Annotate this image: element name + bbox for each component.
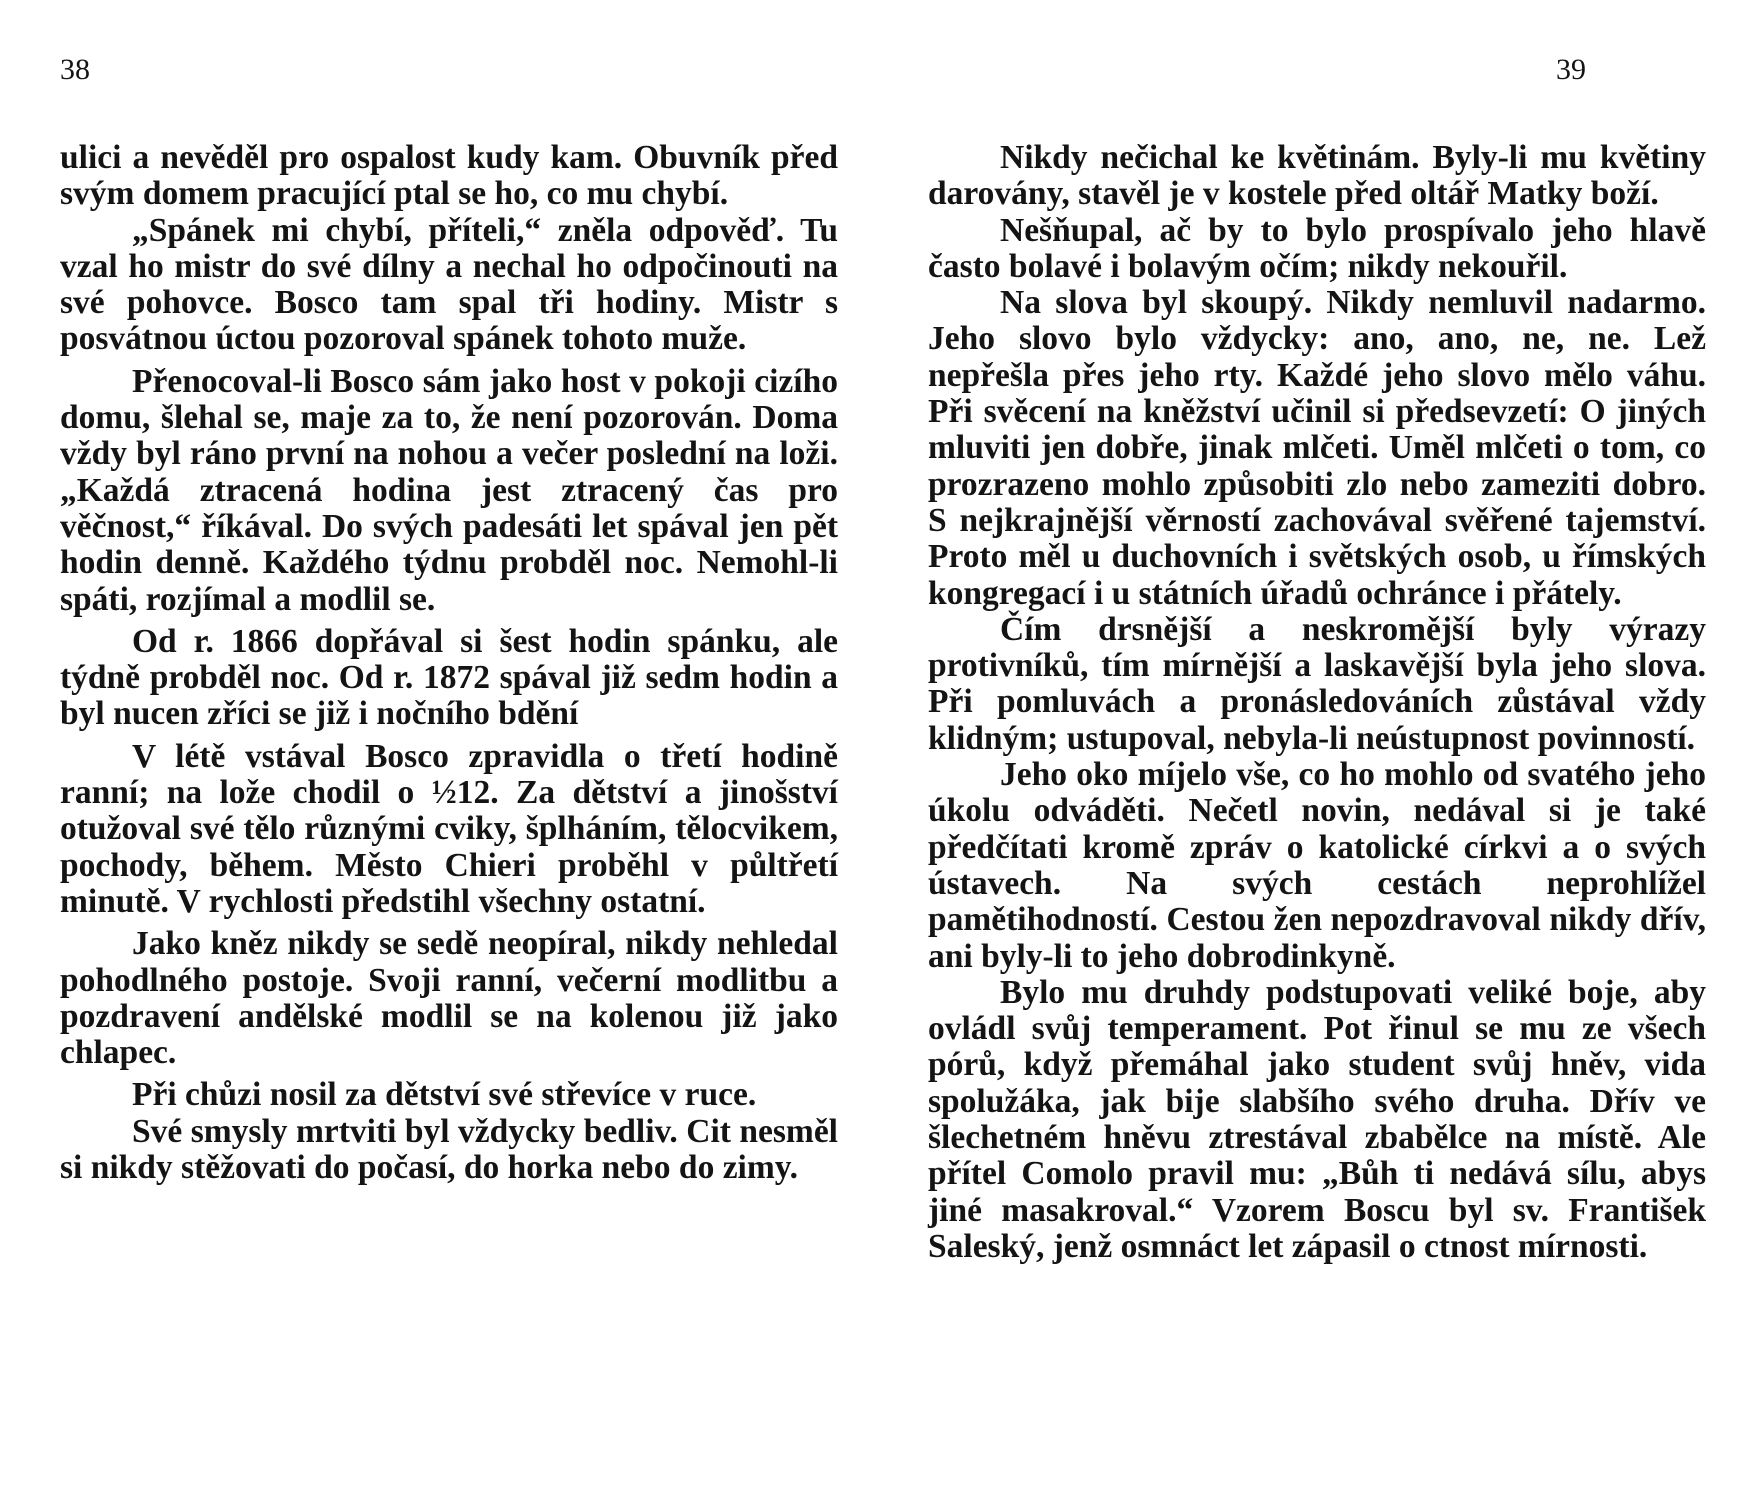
paragraph: V létě vstával Bosco zpravidla o třetí hodině ranní; na lože chodil o ½12. Za dětství a jinošství otužoval své tělo různými cviky, šplháním, tělocvikem, pochody, během. Město Chieri proběhl v půltřetí minutě. V rychlosti předstihl všechny ostatní. — [60, 737, 838, 920]
paragraph: Jeho oko míjelo vše, co ho mohlo od svatého jeho úkolu odváděti. Nečetl novin, nedával si je také předčítati kromě zpráv o katolické církvi a o svých ústavech. Na svých cestách neprohlížel pamětihodností. Cestou žen nepozdravoval nikdy dřív, ani byly-li to jeho dobrodinkyně. — [928, 756, 1706, 975]
paragraph: Při chůzi nosil za dětství své střevíce v ruce. — [132, 1076, 757, 1114]
paragraph: ulici a nevěděl pro ospalost kudy kam. Obuvník před svým domem pracující ptal se ho, co mu chybí. — [60, 139, 838, 213]
paragraph: Přenocoval-li Bosco sám jako host v pokoji cizího domu, šlehal se, maje za to, že není pozorován. Doma vždy byl ráno první na nohou a večer poslední na loži. „Každá ztracená hodina jest ztracený čas pro věčnost,“ říkával. Do svých padesáti let spával jen pět hodin denně. Každého týdnu probděl noc. Nemohl-li spáti, rozjímal a modlil se. — [60, 362, 838, 618]
paragraph: Své smysly mrtviti byl vždycky bedliv. Cit nesměl si nikdy stěžovati do počasí, do horka nebo do zimy. — [60, 1112, 838, 1187]
paragraph: Nešňupal, ač by to bylo prospívalo jeho hlavě často bolavé i bolavým očím; nikdy nekouřil. — [928, 211, 1706, 285]
paragraph: Čím drsnější a neskromější byly výrazy protivníků, tím mírnější a laskavější byla jeho slova. Při pomluvách a pronásledováních zůstával vždy klidným; ustupoval, nebyla-li neústupnost povinností. — [928, 610, 1706, 757]
paragraph: Nikdy nečichal ke květinám. Byly-li mu květiny darovány, stavěl je v kostele před oltář Matky boží. — [928, 139, 1706, 213]
page-number-left: 38 — [60, 53, 90, 86]
paragraph: „Spánek mi chybí, příteli,“ zněla odpověď. Tu vzal ho mistr do své dílny a nechal ho odpočinouti na své pohovce. Bosco tam spal tři hodiny. Mistr s posvátnou úctou pozoroval spánek tohoto muže. — [60, 211, 838, 358]
paragraph: Bylo mu druhdy podstupovati veliké boje, aby ovládl svůj temperament. Pot řinul se mu ze všech pórů, když přemáhal jako student svůj hněv, vida spolužáka, jak bije slabšího svého druha. Dřív ve šlechetném hněvu ztrestával zbabělce na místě. Ale přítel Comolo pravil mu: „Bůh ti nedává sílu, abys jiné masakroval.“ Vzorem Boscu byl sv. František Saleský, jenž osmnáct let zápasil o ctnost mírnosti. — [928, 973, 1706, 1265]
page-number-right: 39 — [1556, 53, 1586, 86]
left-page-text — [60, 140, 838, 1186]
paragraph: Jako kněz nikdy se sedě neopíral, nikdy nehledal pohodlného postoje. Svoji ranní, večerní modlitbu a pozdravení andělské modlil se na kolenou již jako chlapec. — [60, 925, 838, 1072]
paragraph: Na slova byl skoupý. Nikdy nemluvil nadarmo. Jeho slovo bylo vždycky: ano, ano, ne, ne. Lež nepřešla přes jeho rty. Každé jeho slovo mělo váhu. Při svěcení na kněžství učinil si předsevzetí: O jiných mluviti jen dobře, jinak mlčeti. Uměl mlčeti o tom, co prozrazeno mohlo způsobiti zlo nebo zameziti dobro. S nejkrajnější věrností zachovával svěřené tajemství. Proto měl u duchovních i světských osob, u římských kongregací i u státních úřadů ochránce i přátely. — [928, 284, 1706, 612]
paragraph: Od r. 1866 dopřával si šest hodin spánku, ale týdně probděl noc. Od r. 1872 spával již sedm hodin a byl nucen zříci se již i nočního bdění — [60, 622, 838, 733]
right-page-text — [928, 140, 1706, 1265]
